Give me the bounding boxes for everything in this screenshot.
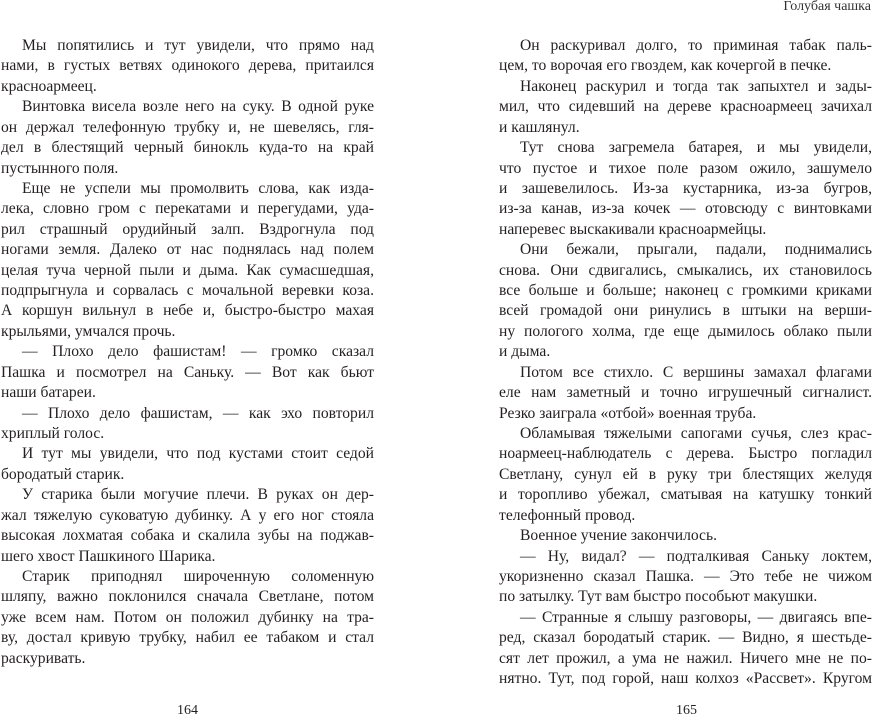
paragraph: [499, 36, 872, 77]
paragraph: [499, 547, 872, 608]
text-line: и дыма.: [499, 343, 551, 361]
text-line: мил, что сидевший на дереве красноармеец зачихал: [499, 98, 872, 116]
paragraph: [1, 36, 374, 97]
text-line: что пустое и тихое поле разом ожило, зашумело: [499, 159, 872, 177]
text-line: Мы попятились и тут увидели, что прямо над: [22, 37, 374, 54]
text-line: и торопливо убежал, сматывая на катушку тонкий: [499, 486, 872, 504]
text-line: подпрыгнула и сорвалась с мочальной веревки коза.: [1, 282, 374, 300]
text-line: из-за канав, из-за кочек — отовсюду с винтовками: [499, 200, 872, 218]
text-line: по затылку. Тут вам быстро пособьют макушки.: [499, 588, 818, 606]
text-line: лека, словно гром с перекатами и перегудами, уда-: [1, 200, 374, 218]
text-line: Наконец раскурил и тогда так запыхтел и зады-: [520, 77, 872, 95]
text-line: У старика были могучие плечи. В руках он дер-: [22, 486, 374, 504]
text-line: А коршун вильнул в небе и, быстро-быстро махая: [1, 302, 374, 320]
text-line: крыльями, умчался прочь.: [1, 322, 176, 340]
text-line: Военное учение закончилось.: [520, 527, 717, 545]
paragraph: [1, 404, 374, 445]
text-line: Старик приподнял широченную соломенную: [22, 567, 374, 585]
paragraph: [499, 526, 872, 546]
page-number-left: 164: [177, 703, 198, 718]
paragraph: [499, 608, 872, 690]
page-right-text: [499, 36, 872, 690]
text-line: Он раскуривал долго, то приминая табак паль-: [520, 37, 872, 54]
text-line: нятно. Тут, под горой, наш колхоз «Рассвет». Кругом: [499, 670, 872, 688]
text-line: ногами земля. Далеко от нас поднялась над полем: [1, 241, 374, 259]
running-header: Голубая чашка: [783, 0, 871, 14]
text-line: он держал телефонную трубку и, не шевелясь, гля-: [1, 118, 374, 136]
paragraph: [499, 240, 872, 363]
text-line: целая туча черной пыли и дыма. Как сумасшедшая,: [1, 261, 374, 279]
text-line: Еще не успели мы промолвить слова, как изда-: [22, 179, 374, 197]
page-number-right: 165: [676, 703, 697, 718]
text-line: — Плохо дело фашистам! — громко сказал: [22, 343, 374, 361]
text-line: и зашевелилось. Из-за кустарника, из-за бугров,: [499, 179, 872, 197]
text-line: рил страшный орудийный залп. Вздрогнула под: [1, 220, 374, 238]
text-line: красноармеец.: [1, 77, 97, 95]
paragraph: [1, 567, 374, 669]
paragraph: [1, 97, 374, 179]
text-line: дел в блестящий черный бинокль куда-то на край: [1, 139, 374, 157]
text-line: снова. Они сдвигались, смыкались, их становилось: [499, 261, 872, 279]
text-line: укоризненно сказал Пашка. — Это тебе не чижом: [499, 567, 872, 585]
text-line: и кашлянул.: [499, 118, 580, 136]
page-left-text: [1, 36, 374, 669]
text-line: раскуривать.: [1, 649, 86, 667]
text-line: хриплый голос.: [1, 425, 105, 443]
text-line: все больше и больше; наконец с громкими криками: [499, 282, 872, 300]
text-line: сят лет прожил, а ума не нажил. Ничего мне не по-: [499, 649, 872, 667]
text-line: Обламывая тяжелыми сапогами сучья, слез крас-: [520, 425, 872, 443]
paragraph: [499, 138, 872, 240]
paragraph: [1, 485, 374, 567]
text-line: И тут мы увидели, что под кустами стоит седой: [22, 445, 374, 463]
text-line: Тут снова загремела батарея, и мы увидели,: [520, 139, 872, 157]
text-line: — Ну, видал? — подталкивая Саньку локтем,: [520, 547, 872, 565]
text-line: уже всем нам. Потом он положил дубинку на тра-: [1, 608, 374, 626]
text-line: Они бежали, прыгали, падали, поднимались: [520, 241, 872, 259]
text-line: Потом все стихло. С вершины замахал флагами: [520, 363, 872, 381]
text-line: Пашка и посмотрел на Саньку. — Вот как бьют: [1, 363, 374, 381]
text-line: высокая лохматая собака и скалила зубы на поджав-: [1, 527, 374, 545]
paragraph: [499, 77, 872, 138]
paragraph: [1, 179, 374, 342]
text-line: Светлану, сунул ей в руку три блестящих желудя: [499, 465, 872, 483]
text-line: шего хвост Пашкиного Шарика.: [1, 547, 216, 565]
text-line: — Странные я слышу разговоры, — двигаясь впе-: [520, 608, 872, 626]
text-line: ву, достал кривую трубку, набил ее табаком и стал: [1, 629, 374, 647]
text-line: еле нам заметный и точно игрушечный сигналист.: [499, 384, 872, 402]
text-line: — Плохо дело фашистам, — как эхо повторил: [22, 404, 374, 422]
paragraph: [499, 424, 872, 526]
paragraph: [499, 363, 872, 424]
text-line: ноармеец-наблюдатель с дерева. Быстро погладил: [499, 445, 872, 463]
text-line: всей громадой они ринулись в штыки на верши-: [499, 302, 872, 320]
text-line: пустынного поля.: [1, 159, 119, 177]
text-line: цем, то ворочая его гвоздем, как кочергой в печке.: [499, 57, 832, 75]
text-line: шляпу, важно поклонился сначала Светлане, потом: [1, 588, 374, 606]
text-line: Резко заиграла «отбой» военная труба.: [499, 404, 757, 422]
text-line: бородатый старик.: [1, 465, 125, 483]
text-line: нами, в густых ветвях одинокого дерева, притаился: [1, 57, 374, 75]
text-line: Винтовка висела возле него на суку. В одной руке: [22, 98, 374, 116]
text-line: наши батареи.: [1, 384, 96, 402]
paragraph: [1, 342, 374, 403]
text-line: жал тяжелую суковатую дубинку. А у его ног стояла: [1, 506, 374, 524]
text-line: ред, сказал бородатый старик. — Видно, я шестьде-: [499, 629, 872, 647]
text-line: наперевес выскакивали красноармейцы.: [499, 220, 767, 238]
text-line: телефонный провод.: [499, 506, 636, 524]
text-line: ну пологого холма, где еще дымилось облако пыли: [499, 322, 872, 340]
paragraph: [1, 444, 374, 485]
